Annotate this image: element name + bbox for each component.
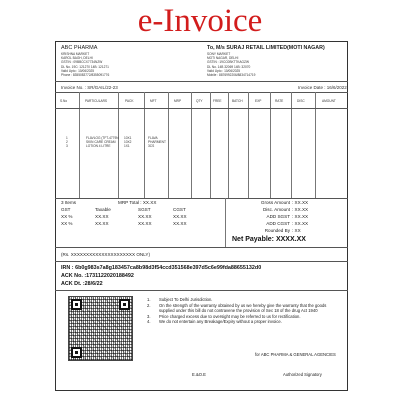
seller-line: Phone : 8355083772/8355091776 bbox=[61, 73, 110, 78]
buyer-line: Valid Upto : 10/06/2025 bbox=[207, 68, 241, 73]
seller-line: Valid Upto : 10/06/2025 bbox=[61, 68, 95, 73]
table-cell: 3CS bbox=[148, 144, 155, 149]
buyer-line: DL No. 14B 32069 14B: 32070 bbox=[207, 64, 251, 69]
table-cell: FLAVA bbox=[148, 136, 158, 140]
term-number: 2. bbox=[147, 302, 151, 308]
term-text: On the strength of the warranty obtained by us we hereby give the warranty that the goods supplied under this bill do not contravene the provision of Sec 18 of the drug Act 1940 bbox=[159, 302, 327, 313]
seller-line: DL No. 19C: 121270 14B: 121271 bbox=[61, 64, 109, 69]
table-cell: FLAVLOG (TFT-4779N bbox=[86, 136, 119, 140]
buyer-address-block bbox=[207, 52, 255, 77]
table-cell: PHARMENT bbox=[148, 140, 166, 145]
summary-divider bbox=[225, 198, 226, 247]
net-payable: Net Payable: XXXX.XX bbox=[232, 236, 306, 243]
irn: IRN : 6b0g983s7a8g183457ca8b98d3f54ccd351568e397d5c6e99fda88655132d0 bbox=[61, 265, 262, 271]
rounded-by-value: : XX bbox=[292, 228, 301, 233]
summary-bottom-border bbox=[55, 247, 348, 248]
disc-amount-label: Disc. Amount bbox=[262, 207, 290, 212]
seller-line: KRISHNA MARKET bbox=[61, 52, 90, 56]
table-header: MFT bbox=[150, 99, 157, 103]
buyer-line: GSTIN : 19CC0BKT7KAGZW bbox=[207, 60, 249, 65]
term-text: We do not entertain any Breakage/Expiry without a proper invoice. bbox=[159, 319, 282, 324]
tax-cell: XX % bbox=[61, 221, 73, 226]
table-row bbox=[124, 136, 131, 149]
term-number: 3. bbox=[147, 313, 151, 319]
tax-cell: XX.XX bbox=[173, 221, 187, 226]
items-count: 3 Items bbox=[61, 200, 77, 205]
words-bottom-border bbox=[55, 261, 348, 262]
table-cell: 1 bbox=[66, 136, 68, 140]
add-cgst-label: ADD CGST bbox=[266, 221, 290, 226]
table-top-border bbox=[55, 92, 348, 93]
buyer-line: SONY MARKET bbox=[207, 52, 231, 56]
qr-code-image bbox=[68, 296, 133, 361]
table-cell: 10X2 bbox=[124, 140, 132, 145]
table-header: EXP bbox=[255, 99, 262, 103]
table-header-divider bbox=[55, 108, 348, 109]
term-text: Price charged excess due to oversight may be referred to us for rectification. bbox=[159, 313, 301, 319]
add-cgst-value: : XX.XX bbox=[292, 221, 309, 226]
table-header: FREE bbox=[213, 99, 222, 103]
tax-header: Taxable bbox=[95, 207, 111, 212]
table-header: QTY bbox=[196, 99, 203, 103]
tax-cell: XX.XX bbox=[173, 214, 187, 219]
table-header: S.No bbox=[60, 99, 68, 103]
rounded-by-label: Rounded By bbox=[264, 228, 290, 233]
table-header: PARTICULARS bbox=[85, 99, 108, 103]
table-cell: LOTION 4 LITRE bbox=[86, 144, 111, 149]
tax-header: CGST bbox=[173, 207, 186, 212]
qr-finder-mark bbox=[71, 299, 82, 310]
header-divider bbox=[55, 81, 348, 82]
table-row bbox=[148, 136, 166, 149]
invoice-number: Invoice No. : SR/GAIL/22-23 bbox=[61, 85, 118, 90]
table-header: RATE bbox=[275, 99, 284, 103]
invoice-date: Invoice Date : 16/6/2022 bbox=[298, 85, 347, 90]
term-number: 1. bbox=[147, 297, 151, 302]
table-header: MRP bbox=[174, 99, 182, 103]
ack-date: ACK Dt. :28/6/22 bbox=[61, 281, 103, 287]
table-header: BATCH bbox=[232, 99, 243, 103]
seller-line: KAROL BAGH, DELHI bbox=[61, 56, 93, 61]
table-cell: 3 bbox=[66, 144, 68, 149]
qr-finder-mark bbox=[119, 299, 130, 310]
irn-bottom-border bbox=[55, 290, 348, 291]
seller-line: GSTIN : 09BBCCX7734NZW bbox=[61, 60, 103, 65]
buyer-name: To, M/s SURAJ RETAIL LIMITED(MOTI NAGAR) bbox=[207, 45, 325, 51]
seller-address-block bbox=[61, 52, 109, 77]
buyer-line: Mobile : 8876992206/8834714719 bbox=[207, 73, 256, 78]
gross-amount-value: : XX.XX bbox=[292, 200, 309, 205]
tax-cell: XX.XX bbox=[95, 221, 109, 226]
term-text: Subject To Delhi Jurisdiction. bbox=[159, 297, 213, 302]
eoe-note: E.&O.E bbox=[192, 372, 206, 377]
tax-cell: XX.XX bbox=[138, 214, 152, 219]
table-cell: SKIN CARE CREAM bbox=[86, 140, 116, 145]
seller-name: ABC PHARMA bbox=[61, 45, 98, 51]
ack-number: ACK No. :1731122020188492 bbox=[61, 273, 134, 279]
tax-cell: XX % bbox=[61, 214, 73, 219]
add-sgst-value: : XX.XX bbox=[292, 214, 309, 219]
terms-list bbox=[147, 297, 342, 325]
table-row bbox=[66, 136, 68, 149]
authorized-signatory: Authorized Signatory bbox=[283, 372, 322, 377]
tax-cell: XX.XX bbox=[95, 214, 109, 219]
disc-amount-value: : XX.XX bbox=[292, 207, 309, 212]
table-cell: 1X1 bbox=[124, 144, 130, 149]
qr-finder-mark bbox=[71, 347, 82, 358]
document-title: e-Invoice bbox=[137, 3, 263, 39]
table-header: AMOUNT bbox=[322, 99, 336, 103]
buyer-line: MOTI NAGAR, DELHI bbox=[207, 56, 239, 61]
tax-header: SGST bbox=[138, 207, 151, 212]
gross-amount-label: Gross Amount bbox=[260, 200, 290, 205]
term-item bbox=[147, 303, 342, 314]
term-item bbox=[147, 319, 342, 325]
tax-header: GST bbox=[61, 207, 71, 212]
mrp-total: MRP Total : XX.XX bbox=[118, 200, 157, 205]
company-for-line: for ABC PHARMA & GENERAL AGENCIES bbox=[255, 352, 336, 357]
term-number: 4. bbox=[147, 319, 151, 324]
amount-in-words: (Rs. XXXXXXXXXXXXXXXXXXXXX ONLY) bbox=[61, 252, 151, 257]
table-row bbox=[86, 136, 119, 149]
table-bottom-border bbox=[55, 198, 348, 199]
table-header: DISC bbox=[297, 99, 305, 103]
table-header: PACK bbox=[125, 99, 134, 103]
table-cell: 10X1 bbox=[124, 136, 132, 140]
add-sgst-label: ADD SGST bbox=[266, 214, 290, 219]
tax-cell: XX.XX bbox=[138, 221, 152, 226]
table-cell: 2 bbox=[66, 140, 68, 145]
